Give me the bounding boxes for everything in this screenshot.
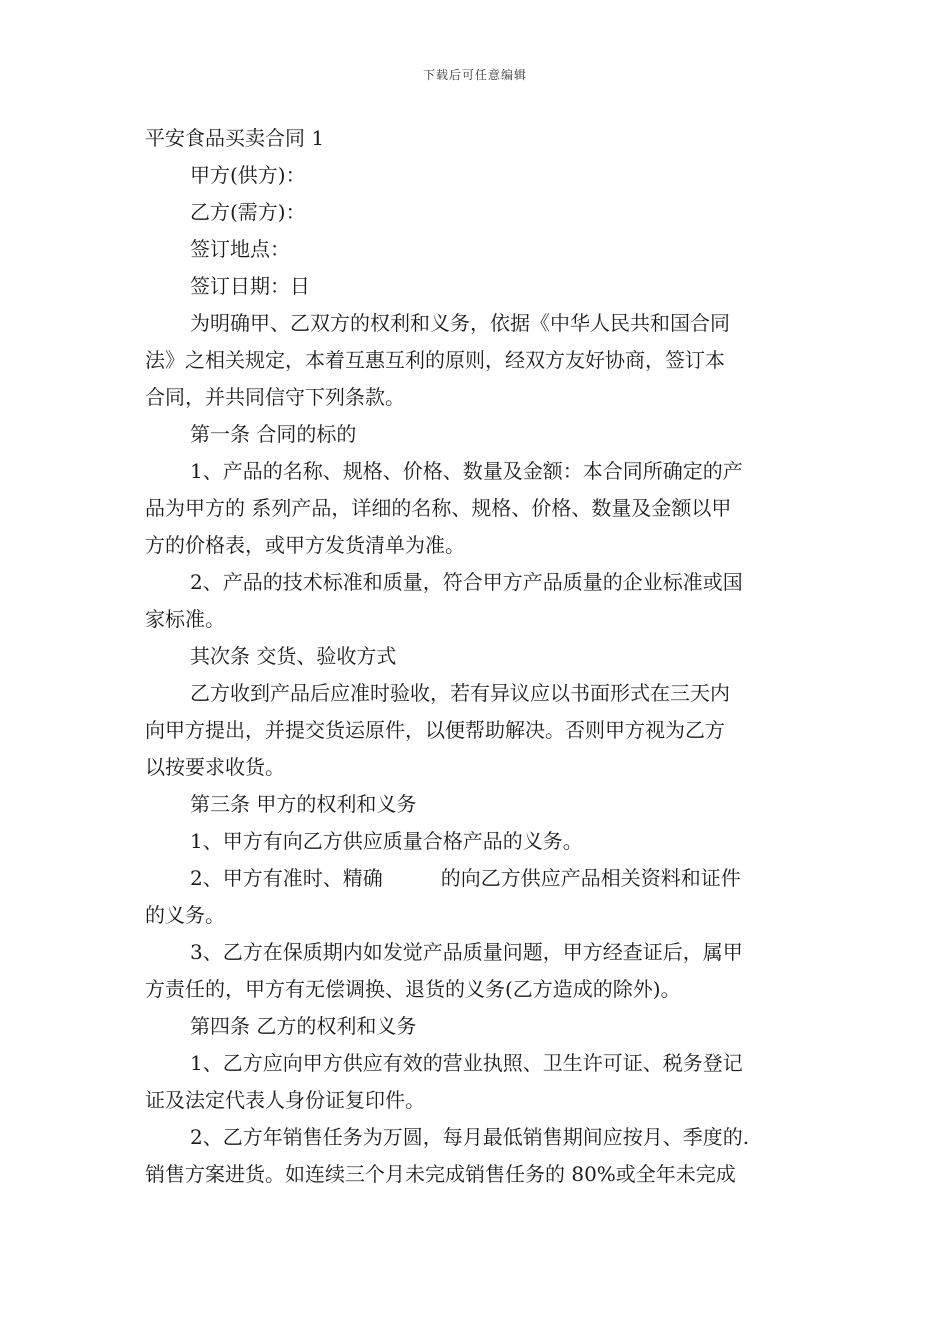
preamble-line: 法》之相关规定，本着互惠互利的原则，经双方友好协商，签订本	[145, 348, 725, 372]
preamble-line: 为明确甲、乙双方的权利和义务，依据《中华人民共和国合同	[190, 311, 730, 335]
page-header: 下载后可任意编辑	[422, 68, 527, 82]
article-3-item-1: 1、甲方有向乙方供应质量合格产品的义务。	[190, 829, 583, 853]
article-2-heading: 其次条 交货、验收方式	[190, 644, 397, 668]
article-4-item-1-line: 证及法定代表人身份证复印件。	[145, 1088, 425, 1112]
sign-date-line: 签订日期：日	[190, 274, 310, 298]
article-3-item-2-cont: 的义务。	[145, 903, 225, 927]
article-1-item-1-line: 方的价格表，或甲方发货清单为准。	[145, 533, 465, 557]
article-2-line: 乙方收到产品后应准时验收，若有异议应以书面形式在三天内	[190, 681, 730, 705]
article-3-item-2-line	[145, 860, 810, 897]
article-1-item-2-line: 2、产品的技术标准和质量，符合甲方产品质量的企业标准或国	[190, 570, 743, 594]
party-a-line: 甲方(供方)：	[190, 163, 306, 187]
article-1-item-2-line: 家标准。	[145, 607, 225, 631]
article-3-item-3-line: 方责任的，甲方有无偿调换、退货的义务(乙方造成的除外)。	[145, 977, 681, 1001]
article-1-heading: 第一条 合同的标的	[190, 422, 357, 446]
article-1-item-1-line: 品为甲方的 系列产品，详细的名称、规格、价格、数量及金额以甲	[145, 496, 732, 520]
sign-place-line: 签订地点：	[190, 237, 290, 261]
preamble-line: 合同，并共同信守下列条款。	[145, 385, 405, 409]
article-2-line: 以按要求收货。	[145, 755, 285, 779]
article-4-item-2-line: 2、乙方年销售任务为万圆，每月最低销售期间应按月、季度的.	[190, 1125, 750, 1149]
article-3-item-2-part-1: 2、甲方有准时、精确	[190, 866, 383, 890]
party-b-line: 乙方(需方)：	[190, 200, 306, 224]
article-3-item-3-line: 3、乙方在保质期内如发觉产品质量问题，甲方经查证后，属甲	[190, 940, 743, 964]
article-1-item-1-line: 1、产品的名称、规格、价格、数量及金额：本合同所确定的产	[190, 459, 743, 483]
document-title: 平安食品买卖合同 1	[145, 126, 325, 150]
article-4-item-2-line: 销售方案进货。如连续三个月未完成销售任务的 80%或全年未完成	[145, 1162, 736, 1186]
contract-body	[145, 120, 810, 1193]
article-4-item-1-line: 1、乙方应向甲方供应有效的营业执照、卫生许可证、税务登记	[190, 1051, 743, 1075]
article-3-heading: 第三条 甲方的权利和义务	[190, 792, 417, 816]
article-2-line: 向甲方提出，并提交货运原件，以便帮助解决。否则甲方视为乙方	[145, 718, 725, 742]
article-3-item-2-part-2: 的向乙方供应产品相关资料和证件	[440, 866, 741, 890]
article-4-heading: 第四条 乙方的权利和义务	[190, 1014, 417, 1038]
